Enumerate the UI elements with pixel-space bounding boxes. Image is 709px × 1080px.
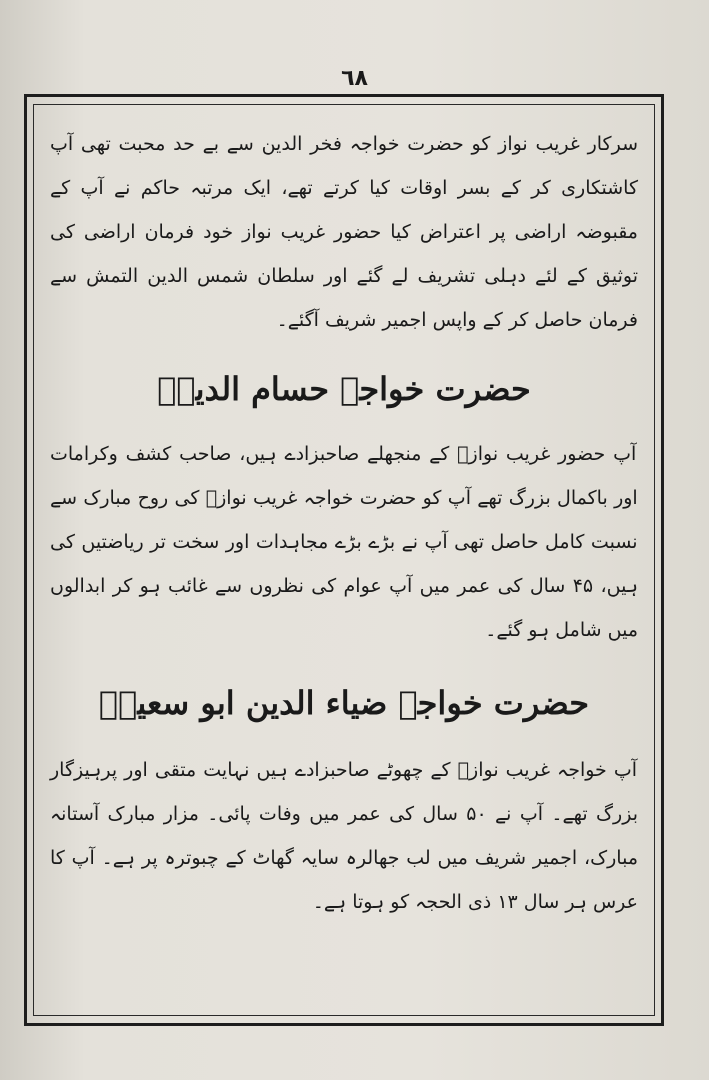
text-line: شامل ہو گئے۔: [485, 619, 602, 641]
text-line: کر کے بسر اوقات کیا کرتے تھے، ایک مرتبہ حاکم نے آپ کے مقبوضہ اراضی پر اعتراض: [50, 177, 638, 243]
text-line: سرکار غریب نواز کو حضرت خواجہ فخر الدین سے بے حد محبت تھی آپ کاشتکاری: [50, 133, 638, 199]
intro-paragraph: [44, 122, 644, 342]
text-line: ہیں، ۴۵ سال کی عمر میں آپ عوام کی نظروں سے غائب ہو کر ابدالوں میں: [50, 575, 638, 641]
text-line: بزرگ تھے۔ آپ نے ۵۰ سال کی عمر میں وفات پائی۔ مزار مبارک آستانہ مبارک،: [50, 803, 638, 869]
text-line: اور باکمال بزرگ تھے آپ کو حضرت خواجہ غریب نوازؒ کی روح مبارک سے: [50, 487, 638, 509]
husamuddin-paragraph: [44, 432, 644, 652]
text-line: آپ خواجہ غریب نوازؒ کے چھوٹے صاحبزادے ہیں نہایت متقی اور پرہیزگار: [50, 759, 637, 781]
text-line: ۱۳ ذی الحجہ کو ہوتا ہے۔: [312, 891, 518, 913]
section-heading-ziauddin: حضرت خواجہ ضیاء الدین ابو سعیدؒ: [98, 684, 590, 722]
text-line: سلطان شمس الدین التمش سے فرمان حاصل کر کے واپس اجمیر شریف آگئے۔: [50, 265, 638, 331]
ziauddin-paragraph: [44, 748, 644, 924]
text-line: آپ حضور غریب نوازؒ کے منجھلے صاحبزادے ہیں، صاحب کشف وکرامات: [50, 443, 637, 465]
text-line: نسبت کامل حاصل تھی آپ نے بڑے بڑے مجاہدات اور سخت تر ریاضتیں کی: [50, 531, 638, 553]
text-line: کیا حضور غریب نواز خود فرمان اراضی کی توثیق کے لئے دہلی تشریف لے گئے اور: [50, 221, 638, 287]
page-content: [44, 112, 644, 1007]
page-number: ٦٨: [341, 66, 368, 91]
section-heading-husamuddin: حضرت خواجہ حسام الدینؒ: [157, 370, 531, 408]
text-line: اجمیر شریف میں لب جھالرہ سایہ گھاٹ کے چبوترہ پر ہے۔ آپ کا عرس ہر سال: [50, 847, 638, 913]
